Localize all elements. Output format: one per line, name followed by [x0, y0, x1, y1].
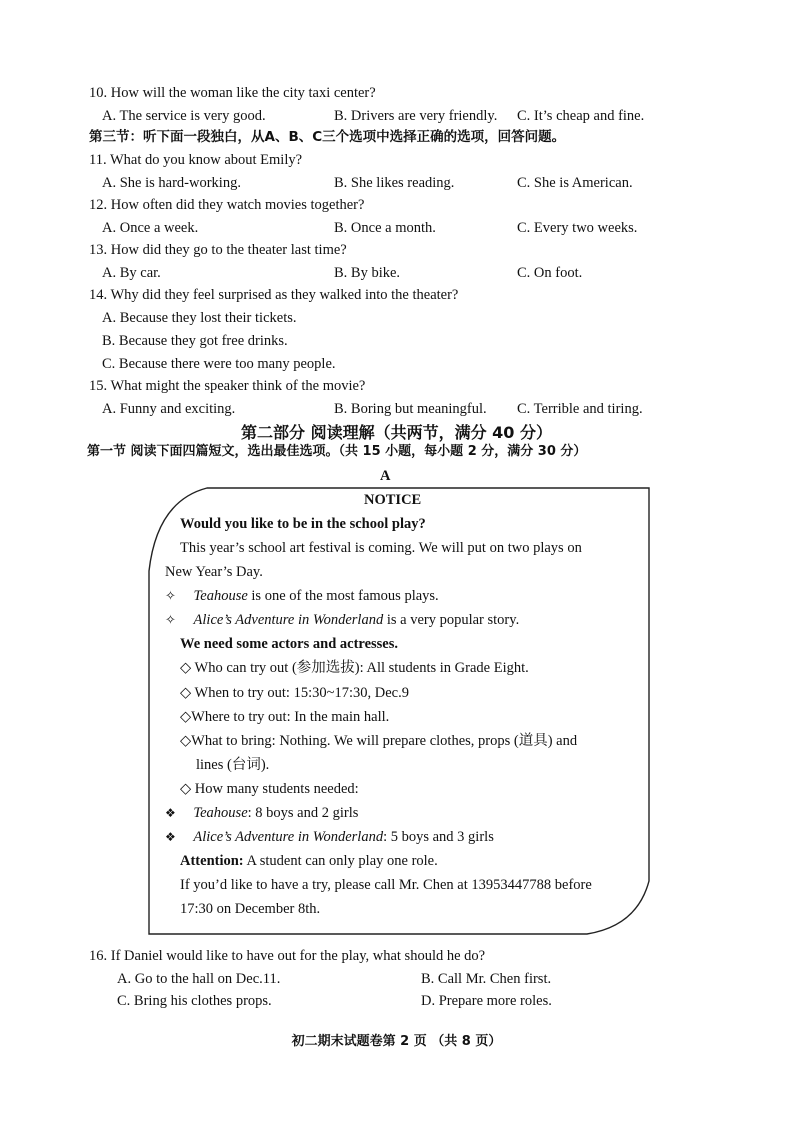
part2-title: 第二部分 阅读理解（共两节，满分 40 分）	[241, 423, 552, 442]
q10-option-a: A. The service is very good.	[102, 108, 266, 124]
play2-name: Alice’s Adventure in Wonderland	[193, 612, 384, 628]
attention-label: Attention:	[180, 853, 244, 869]
q15-option-c: C. Terrible and tiring.	[517, 401, 643, 417]
q11-option-a: A. She is hard-working.	[102, 175, 241, 191]
q16-option-b: B. Call Mr. Chen first.	[421, 971, 552, 987]
notice-where: ◇Where to try out: In the main hall.	[180, 709, 390, 725]
notice-when: ◇ When to try out: 15:30~17:30, Dec.9	[180, 685, 409, 701]
need1-line	[165, 804, 358, 822]
q11-option-c: C. She is American.	[517, 175, 633, 191]
passage-label: A	[380, 468, 391, 484]
notice-call-1: If you’d like to have a try, please call Mr. Chen at 13953447788 before	[180, 877, 592, 893]
notice-question: Would you like to be in the school play?	[180, 516, 426, 532]
play1-desc: is one of the most famous plays.	[247, 588, 439, 604]
attention-text: A student can only play one role.	[243, 853, 438, 869]
q12-stem: 12. How often did they watch movies together?	[89, 197, 365, 213]
q13-option-c: C. On foot.	[517, 265, 583, 281]
q16-option-c: C. Bring his clothes props.	[117, 993, 272, 1009]
q13-option-a: A. By car.	[102, 265, 161, 281]
q16-option-a: A. Go to the hall on Dec.11.	[117, 971, 281, 987]
q13-stem: 13. How did they go to the theater last time?	[89, 242, 347, 258]
q14-option-a: A. Because they lost their tickets.	[102, 310, 297, 326]
notice-need: We need some actors and actresses.	[180, 636, 399, 652]
notice-howmany: ◇ How many students needed:	[180, 781, 359, 797]
notice-intro-1: This year’s school art festival is coming. We will put on two plays on	[180, 540, 582, 556]
q16-option-d: D. Prepare more roles.	[421, 993, 552, 1009]
need2-line	[165, 828, 494, 846]
q12-option-b: B. Once a month.	[334, 220, 436, 236]
q16-stem: 16. If Daniel would like to have out for the play, what should he do?	[89, 948, 486, 964]
q14-option-b: B. Because they got free drinks.	[102, 333, 288, 349]
q15-stem: 15. What might the speaker think of the movie?	[89, 378, 366, 394]
play1-name: Teahouse	[193, 588, 248, 604]
need1-name: Teahouse	[193, 805, 248, 821]
notice-who: ◇ Who can try out (参加选拔): All students in Grade Eight.	[180, 660, 529, 676]
q10-option-c: C. It’s cheap and fine.	[517, 108, 645, 124]
need2-count: : 5 boys and 3 girls	[383, 829, 494, 845]
part2-instruction: 第一节 阅读下面四篇短文，选出最佳选项。（共 15 小题，每小题 2 分，满分 30 分）	[87, 444, 587, 459]
q14-option-c: C. Because there were too many people.	[102, 356, 336, 372]
notice-attention	[180, 852, 438, 870]
q10-option-b: B. Drivers are very friendly.	[334, 108, 498, 124]
play1-line	[165, 587, 439, 606]
q15-option-b: B. Boring but meaningful.	[334, 401, 487, 417]
q15-option-a: A. Funny and exciting.	[102, 401, 236, 417]
q13-option-b: B. By bike.	[334, 265, 401, 281]
notice-title: NOTICE	[364, 492, 422, 508]
q11-option-b: B. She likes reading.	[334, 175, 455, 191]
need2-name: Alice’s Adventure in Wonderland	[193, 829, 384, 845]
notice-bring-2: lines (台词).	[196, 757, 270, 773]
q14-stem: 14. Why did they feel surprised as they walked into the theater?	[89, 287, 459, 303]
need1-count: : 8 boys and 2 girls	[247, 805, 359, 821]
notice-call-2: 17:30 on December 8th.	[180, 901, 321, 917]
section3-instruction: 第三节：听下面一段独白，从A、B、C三个选项中选择正确的选项，回答问题。	[89, 129, 566, 145]
q11-stem: 11. What do you know about Emily?	[89, 152, 303, 168]
open-star-bullet-icon: ✧	[165, 613, 176, 628]
diamond-bullet-icon: ❖	[165, 830, 176, 844]
play2-desc: is a very popular story.	[383, 612, 520, 628]
q10-stem: 10. How will the woman like the city taxi center?	[89, 85, 376, 101]
page-footer: 初二期末试题卷第 2 页 （共 8 页）	[291, 1034, 502, 1049]
notice-intro-2: New Year’s Day.	[165, 564, 263, 580]
open-star-bullet-icon: ✧	[165, 589, 176, 604]
play2-line	[165, 611, 519, 630]
notice-bring-1: ◇What to bring: Nothing. We will prepare clothes, props (道具) and	[180, 733, 578, 749]
q12-option-a: A. Once a week.	[102, 220, 199, 236]
diamond-bullet-icon: ❖	[165, 806, 176, 820]
q12-option-c: C. Every two weeks.	[517, 220, 638, 236]
